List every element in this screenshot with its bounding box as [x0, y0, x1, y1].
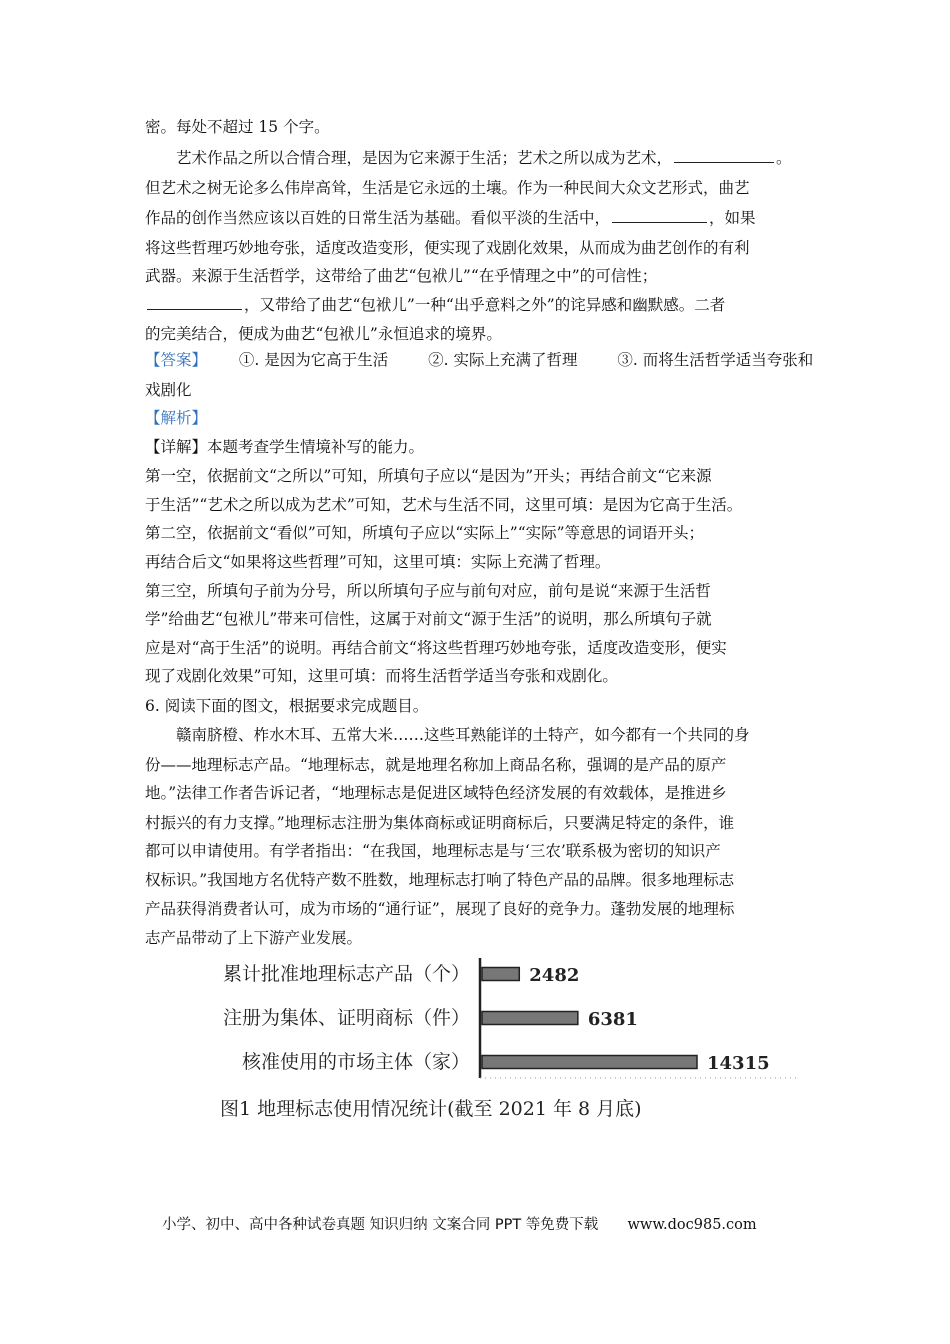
passage-6-line: 份——地理标志产品。“地理标志，就是地理名称加上商品名称，强调的是产品的原产	[145, 756, 727, 774]
answer-blank-3[interactable]	[147, 295, 242, 310]
value-label: 2482	[529, 965, 580, 986]
analysis-line: 再结合后文“如果将这些哲理”可知，这里可填：实际上充满了哲理。	[145, 553, 611, 571]
passage-6-line: 产品获得消费者认可，成为市场的“通行证”，展现了良好的竞争力。蓬勃发展的地理标	[145, 900, 735, 918]
intro-tail: 密。每处不超过 15 个字。	[145, 118, 330, 136]
passage-5-line-3: 作品的创作当然应该以百姓的日常生活为基础。看似平淡的生活中， ，如果	[145, 209, 756, 227]
analysis-line: 现了戏剧化效果”可知，这里可填：而将生活哲学适当夸张和戏剧化。	[145, 667, 618, 685]
value-label: 14315	[707, 1053, 770, 1074]
answer-line	[145, 350, 813, 370]
geo-indication-bar-chart	[160, 948, 810, 1128]
analysis-line: 第二空，依据前文“看似”可知，所填句子应以“实际上”“实际”等意思的词语开头；	[145, 524, 705, 542]
analysis-line: 学”给曲艺“包袱儿”带来可信性，这属于对前文“源于生活”的说明，那么所填句子就	[145, 610, 712, 628]
chart-title: 图1 地理标志使用情况统计(截至 2021 年 8 月底)	[220, 1098, 642, 1120]
category-label: 注册为集体、证明商标（件）	[222, 1007, 470, 1029]
answer-2: ②. 实际上充满了哲理	[428, 351, 578, 369]
passage-6-line: 地。”法律工作者告诉记者，“地理标志是促进区域特色经济发展的有效载体，是推进乡	[145, 784, 727, 802]
passage-6-line: 都可以申请使用。有学者指出：“在我国，地理标志是与‘三农’联系极为密切的知识产	[145, 842, 721, 860]
analysis-line: 应是对“高于生活”的说明。再结合前文“将这些哲理巧妙地夸张，适度改造变形，便实	[145, 639, 727, 657]
category-label: 核准使用的市场主体（家）	[241, 1051, 470, 1073]
answer-blank-1[interactable]	[674, 148, 774, 163]
bar	[482, 1012, 578, 1025]
passage-6-line: 志产品带动了上下游产业发展。	[145, 929, 363, 947]
analysis-line: 第一空，依据前文“之所以”可知，所填句子应以“是因为”开头；再结合前文“它来源	[145, 467, 712, 485]
answer-1: ①. 是因为它高于生活	[238, 351, 389, 369]
passage-5-line-1: 艺术作品之所以合情合理，是因为它来源于生活；艺术之所以成为艺术， 。	[176, 149, 792, 167]
analysis-tag: 【解析】	[145, 409, 208, 427]
passage-6-line: 村振兴的有力支撑。”地理标志注册为集体商标或证明商标后，只要满足特定的条件，谁	[145, 814, 735, 832]
passage-5-line-5: 武器。来源于生活哲学，这带给了曲艺“包袱儿”“在乎情理之中”的可信性；	[145, 267, 658, 285]
analysis-line: 第三空，所填句子前为分号，所以所填句子应与前句对应，前句是说“来源于生活哲	[145, 582, 711, 600]
answer-3-cont: 戏剧化	[145, 381, 192, 399]
bar	[482, 1056, 697, 1069]
answer-blank-2[interactable]	[612, 208, 707, 223]
answer-3: ③. 而将生活哲学适当夸张和	[617, 351, 814, 369]
detail-line: 【详解】本题考查学生情境补写的能力。	[145, 438, 425, 456]
question-6-heading: 6. 阅读下面的图文，根据要求完成题目。	[145, 697, 429, 715]
value-label: 6381	[587, 1009, 638, 1030]
passage-5-line-6: ，又带给了曲艺“包袱儿”一种“出乎意料之外”的诧异感和幽默感。二者	[145, 295, 725, 315]
footer-text: 小学、初中、高中各种试卷真题 知识归纳 文案合同 PPT 等免费下载	[162, 1217, 599, 1233]
passage-6-line: 赣南脐橙、柞水木耳、五常大米……这些耳熟能详的土特产，如今都有一个共同的身	[176, 726, 750, 744]
bar	[482, 968, 519, 981]
category-label: 累计批准地理标志产品（个）	[222, 963, 470, 985]
passage-5-line-7: 的完美结合，便成为曲艺“包袱儿”永恒追求的境界。	[145, 325, 502, 343]
footer-url[interactable]: www.doc985.com	[627, 1217, 757, 1233]
passage-5-line-4: 将这些哲理巧妙地夸张，适度改造变形，便实现了戏剧化效果，从而成为曲艺创作的有利	[145, 239, 750, 257]
analysis-line: 于生活”“艺术之所以成为艺术”可知，艺术与生活不同，这里可填：是因为它高于生活。	[145, 496, 743, 514]
page-footer	[162, 1213, 757, 1234]
passage-5-line-2: 但艺术之树无论多么伟岸高耸，生活是它永远的土壤。作为一种民间大众文艺形式，曲艺	[145, 179, 750, 197]
passage-6-line: 权标识。”我国地方名优特产数不胜数，地理标志打响了特色产品的品牌。很多地理标志	[145, 871, 735, 889]
answer-tag: 【答案】	[145, 351, 208, 369]
